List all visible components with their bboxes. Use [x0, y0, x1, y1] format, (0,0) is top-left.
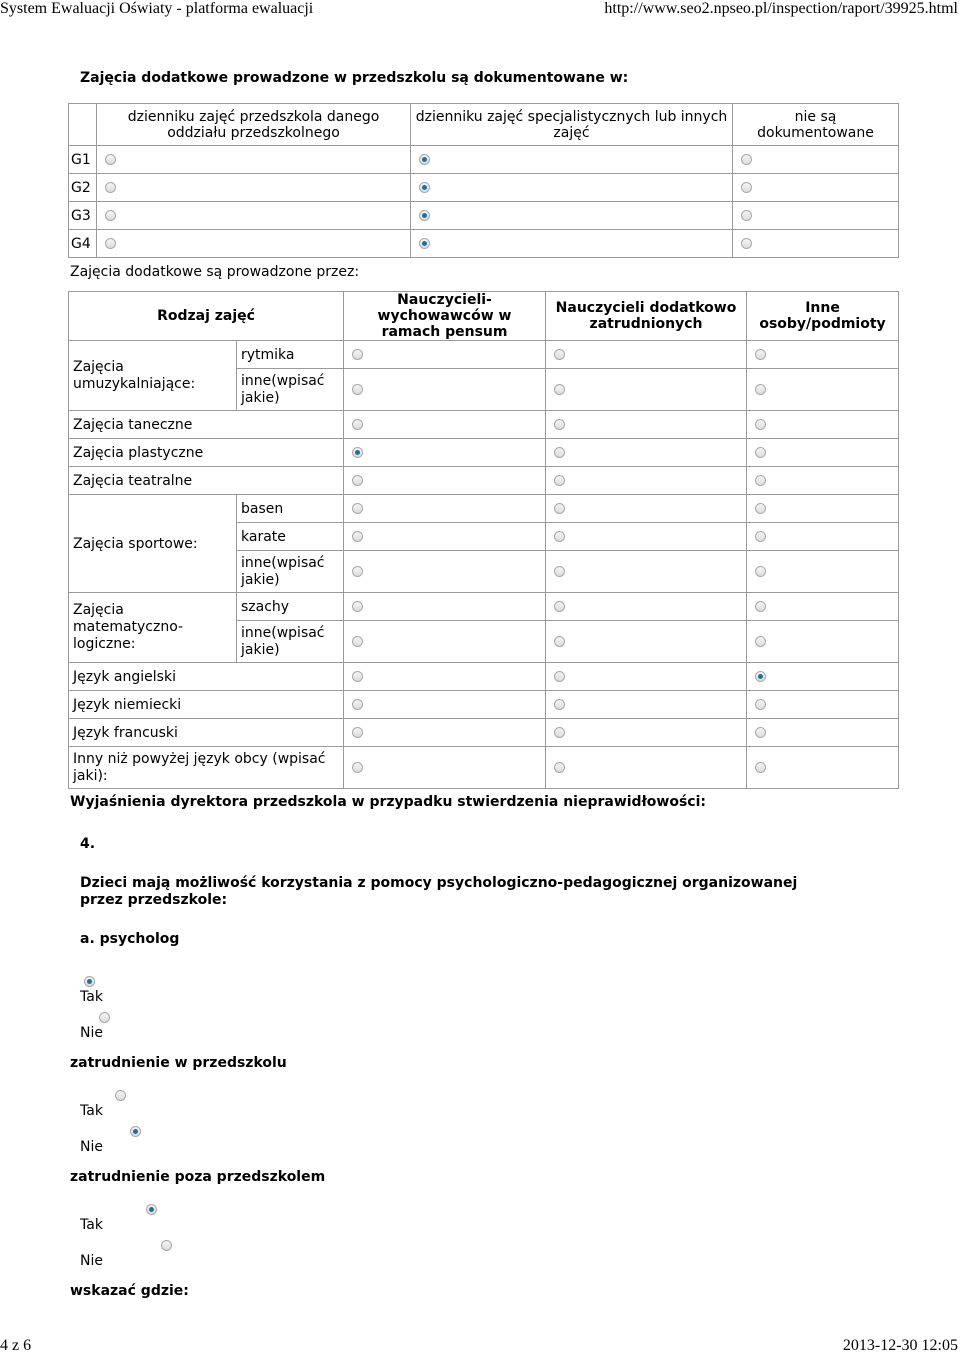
radio-button[interactable]: [554, 566, 565, 577]
employment-in-label: zatrudnienie w przedszkolu: [70, 1055, 287, 1071]
radio-button[interactable]: [419, 154, 430, 165]
option-label-nie: Nie: [80, 1139, 103, 1155]
radio-button[interactable]: [554, 349, 565, 360]
radio-button[interactable]: [741, 182, 752, 193]
radio-button[interactable]: [554, 636, 565, 647]
table-row: [69, 495, 899, 523]
row-label: Język francuski: [69, 719, 344, 747]
row-label: Zajęcia taneczne: [69, 411, 344, 439]
radio-button[interactable]: [755, 636, 766, 647]
radio-button[interactable]: [352, 699, 363, 710]
radio-button[interactable]: [352, 727, 363, 738]
radio-button[interactable]: [554, 671, 565, 682]
radio-tak-psycholog[interactable]: [84, 976, 95, 987]
option-label-tak: Tak: [80, 1217, 103, 1233]
section-number: 4.: [80, 836, 96, 852]
radio-button[interactable]: [554, 699, 565, 710]
row-label: G1: [69, 146, 97, 174]
table-row: [69, 691, 899, 719]
radio-nie-zatrudnienie-w[interactable]: [130, 1126, 141, 1137]
row-label: Język angielski: [69, 663, 344, 691]
radio-button[interactable]: [352, 447, 363, 458]
table-row: [69, 747, 899, 789]
option-label-nie: Nie: [80, 1253, 103, 1269]
row-label: Zajęcia plastyczne: [69, 439, 344, 467]
q1-title: Zajęcia dodatkowe prowadzone w przedszkolu są dokumentowane w:: [80, 70, 629, 86]
radio-button[interactable]: [755, 727, 766, 738]
radio-button[interactable]: [755, 384, 766, 395]
radio-button[interactable]: [741, 210, 752, 221]
table-row: [69, 230, 899, 258]
row-label: Język niemiecki: [69, 691, 344, 719]
table-row: [69, 146, 899, 174]
radio-button[interactable]: [419, 210, 430, 221]
radio-tak-zatrudnienie-poza[interactable]: [146, 1204, 157, 1215]
radio-button[interactable]: [352, 503, 363, 514]
table-row: [69, 467, 899, 495]
row-label: G2: [69, 174, 97, 202]
col-header-nie-dokumentowane: nie są dokumentowane: [733, 104, 899, 146]
radio-button[interactable]: [741, 238, 752, 249]
radio-button[interactable]: [755, 566, 766, 577]
radio-button[interactable]: [755, 447, 766, 458]
row-label: karate: [237, 523, 344, 551]
q4-title: Dzieci mają możliwość korzystania z pomocy psychologiczno-pedagogicznej organizowanej przez przedszkole:: [80, 875, 798, 908]
radio-button[interactable]: [554, 447, 565, 458]
row-label: inne(wpisać jakie): [237, 369, 344, 411]
radio-button[interactable]: [352, 671, 363, 682]
radio-button[interactable]: [554, 475, 565, 486]
table-row: [69, 593, 899, 621]
radio-button[interactable]: [352, 384, 363, 395]
row-label: szachy: [237, 593, 344, 621]
table-row: [69, 439, 899, 467]
radio-button[interactable]: [755, 699, 766, 710]
table-row: [69, 202, 899, 230]
q2-title: Zajęcia dodatkowe są prowadzone przez:: [70, 264, 360, 280]
row-label: rytmika: [237, 341, 344, 369]
radio-button[interactable]: [755, 475, 766, 486]
col-header-dziennik-oddzialu: dzienniku zajęć przedszkola danego oddziału przedszkolnego: [97, 104, 411, 146]
radio-button[interactable]: [352, 601, 363, 612]
print-header-url: http://www.seo2.npseo.pl/inspection/raport/39925.html: [604, 0, 958, 17]
radio-button[interactable]: [554, 503, 565, 514]
row-label: G4: [69, 230, 97, 258]
col-header-dodatkowi: Nauczycieli dodatkowo zatrudnionych: [546, 292, 747, 341]
radio-button[interactable]: [352, 349, 363, 360]
radio-button[interactable]: [554, 419, 565, 430]
radio-button[interactable]: [105, 182, 116, 193]
employment-out-label: zatrudnienie poza przedszkolem: [70, 1169, 326, 1185]
activities-table: [68, 291, 899, 789]
radio-button[interactable]: [352, 762, 363, 773]
table-row: [69, 341, 899, 369]
row-label: basen: [237, 495, 344, 523]
radio-button[interactable]: [755, 671, 766, 682]
table-row: [69, 411, 899, 439]
print-footer-datetime: 2013-12-30 12:05: [842, 1337, 958, 1354]
group-label-sportowe: Zajęcia sportowe:: [69, 495, 237, 593]
option-label-tak: Tak: [80, 1103, 103, 1119]
radio-button[interactable]: [554, 531, 565, 542]
col-header-inne: Inne osoby/podmioty: [747, 292, 899, 341]
row-label: G3: [69, 202, 97, 230]
table-row: [69, 174, 899, 202]
row-label: inne(wpisać jakie): [237, 551, 344, 593]
radio-button[interactable]: [554, 601, 565, 612]
radio-button[interactable]: [419, 182, 430, 193]
radio-button[interactable]: [755, 531, 766, 542]
row-label: Zajęcia teatralne: [69, 467, 344, 495]
option-label-nie: Nie: [80, 1025, 103, 1041]
print-footer-page: 4 z 6: [0, 1337, 32, 1354]
explanation-label: Wyjaśnienia dyrektora przedszkola w przypadku stwierdzenia nieprawidłowości:: [70, 794, 706, 810]
radio-button[interactable]: [755, 349, 766, 360]
radio-button[interactable]: [755, 419, 766, 430]
col-header-wychowawcy: Nauczycieli-wychowawców w ramach pensum: [344, 292, 546, 341]
option-label-tak: Tak: [80, 989, 103, 1005]
radio-button[interactable]: [105, 154, 116, 165]
radio-nie-psycholog[interactable]: [99, 1012, 110, 1023]
q4-sub-a: a. psycholog: [80, 931, 180, 947]
col-header-rodzaj: Rodzaj zajęć: [69, 292, 344, 341]
radio-button[interactable]: [755, 762, 766, 773]
where-label: wskazać gdzie:: [70, 1283, 189, 1299]
row-label: Inny niż powyżej język obcy (wpisać jaki):: [69, 747, 344, 789]
group-label-matematyczne: Zajęcia matematyczno-logiczne:: [69, 593, 237, 663]
print-header-title: System Ewaluacji Oświaty - platforma ewaluacji: [0, 0, 314, 17]
table-row: [69, 719, 899, 747]
radio-button[interactable]: [755, 601, 766, 612]
col-header-dziennik-specjalistyczny: dzienniku zajęć specjalistycznych lub innych zajęć: [411, 104, 733, 146]
radio-button[interactable]: [554, 762, 565, 773]
radio-button[interactable]: [755, 503, 766, 514]
table-row: [69, 663, 899, 691]
radio-button[interactable]: [352, 419, 363, 430]
row-label: inne(wpisać jakie): [237, 621, 344, 663]
radio-button[interactable]: [554, 727, 565, 738]
radio-button[interactable]: [105, 210, 116, 221]
radio-button[interactable]: [419, 238, 430, 249]
corner-cell: [69, 104, 97, 146]
radio-nie-zatrudnienie-poza[interactable]: [161, 1240, 172, 1251]
radio-button[interactable]: [352, 475, 363, 486]
radio-tak-zatrudnienie-w[interactable]: [115, 1090, 126, 1101]
radio-button[interactable]: [352, 566, 363, 577]
radio-button[interactable]: [554, 384, 565, 395]
radio-button[interactable]: [741, 154, 752, 165]
radio-button[interactable]: [352, 531, 363, 542]
documentation-table: [68, 103, 899, 258]
group-label-muzyczne: Zajęcia umuzykalniające:: [69, 341, 237, 411]
radio-button[interactable]: [105, 238, 116, 249]
radio-button[interactable]: [352, 636, 363, 647]
